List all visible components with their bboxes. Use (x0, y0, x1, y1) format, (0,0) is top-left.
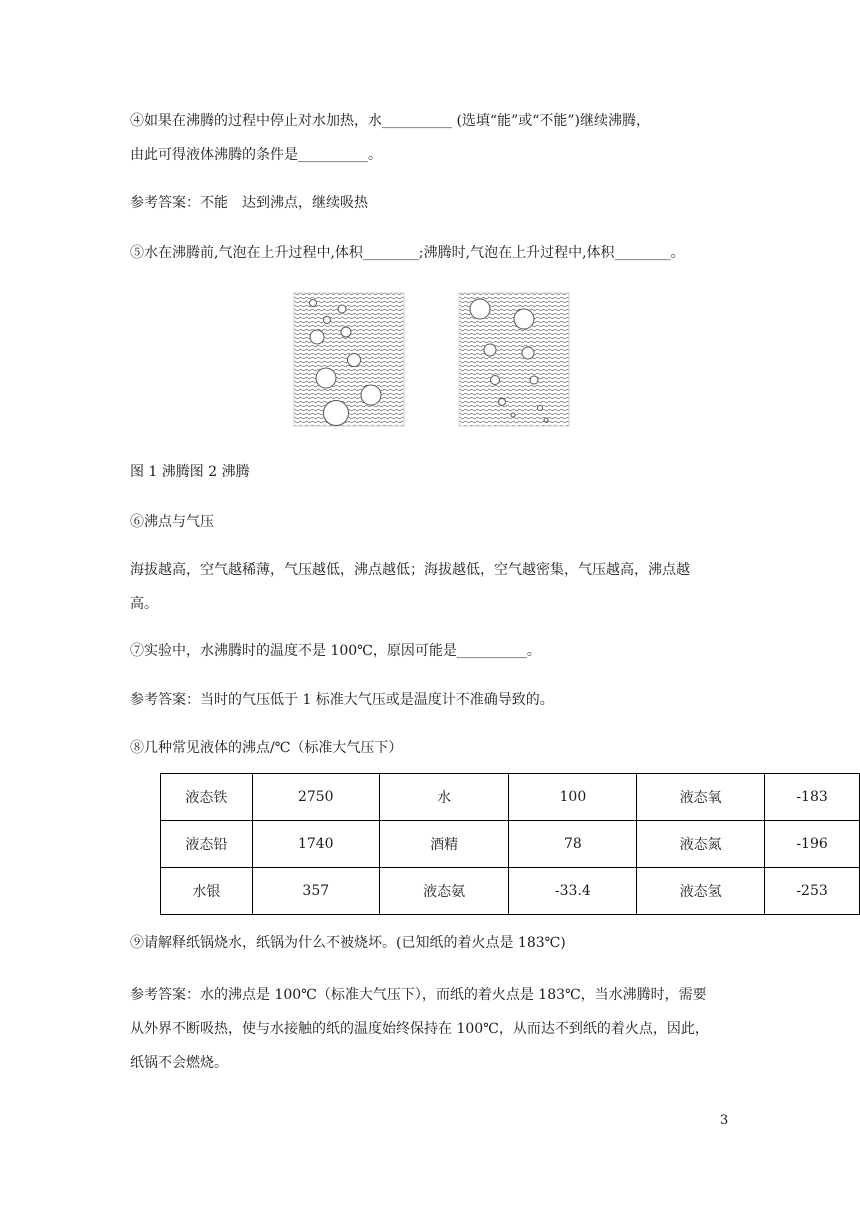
q9-answer-line3: 纸锅不会燃烧。 (130, 1055, 228, 1071)
q4-question-line1: ④如果在沸腾的过程中停止对水加热，水__________ (选填“能”或“不能”)继续沸腾， (130, 113, 651, 129)
table-row (161, 821, 860, 868)
table-cell: 水银 (161, 868, 253, 915)
table-cell: -183 (765, 774, 860, 821)
q8-heading: ⑧几种常见液体的沸点/℃（标准大气压下） (130, 740, 403, 756)
figure-1-before-boiling (293, 292, 405, 427)
q9-question: ⑨请解释纸锅烧水，纸锅为什么不被烧坏。(已知纸的着火点是 183℃) (130, 935, 566, 951)
q9-answer-line1: 参考答案：水的沸点是 100℃（标准大气压下），而纸的着火点是 183℃，当水沸腾时，需要 (130, 987, 707, 1003)
table-cell: 液态氨 (379, 868, 509, 915)
q6-heading: ⑥沸点与气压 (130, 514, 214, 530)
boiling-point-table (160, 773, 860, 915)
table-row (161, 868, 860, 915)
q6-body-line2: 高。 (130, 596, 158, 612)
table-cell: 357 (252, 868, 379, 915)
table-cell: 液态氮 (637, 821, 765, 868)
table-cell: 液态铅 (161, 821, 253, 868)
q7-answer: 参考答案：当时的气压低于 1 标准大气压或是温度计不准确导致的。 (130, 692, 554, 708)
table-cell: -196 (765, 821, 860, 868)
table-cell: 水 (379, 774, 509, 821)
table-cell: 液态氢 (637, 868, 765, 915)
table-cell: 78 (509, 821, 637, 868)
figure-caption: 图 1 沸腾图 2 沸腾 (130, 464, 250, 480)
q9-answer-line2: 从外界不断吸热，使与水接触的纸的温度始终保持在 100℃，从而达不到纸的着火点，因此， (130, 1021, 709, 1037)
table-cell: 1740 (252, 821, 379, 868)
page-number: 3 (720, 1113, 729, 1128)
figure-2-boiling (458, 292, 570, 427)
table-cell: 酒精 (379, 821, 509, 868)
table-cell: -253 (765, 868, 860, 915)
table-cell: 液态铁 (161, 774, 253, 821)
table-cell: -33.4 (509, 868, 637, 915)
table-cell: 2750 (252, 774, 379, 821)
q5-question: ⑤水在沸腾前,气泡在上升过程中,体积________;沸腾时,气泡在上升过程中,体积________。 (130, 245, 685, 261)
q7-question: ⑦实验中，水沸腾时的温度不是 100℃，原因可能是__________。 (130, 643, 541, 659)
q4-answer: 参考答案：不能 达到沸点，继续吸热 (130, 195, 368, 211)
q4-question-line2: 由此可得液体沸腾的条件是__________。 (130, 147, 382, 163)
table-cell: 100 (509, 774, 637, 821)
table-cell: 液态氧 (637, 774, 765, 821)
q6-body-line1: 海拔越高，空气越稀薄，气压越低，沸点越低；海拔越低，空气越密集，气压越高，沸点越 (130, 562, 690, 578)
table-row (161, 774, 860, 821)
